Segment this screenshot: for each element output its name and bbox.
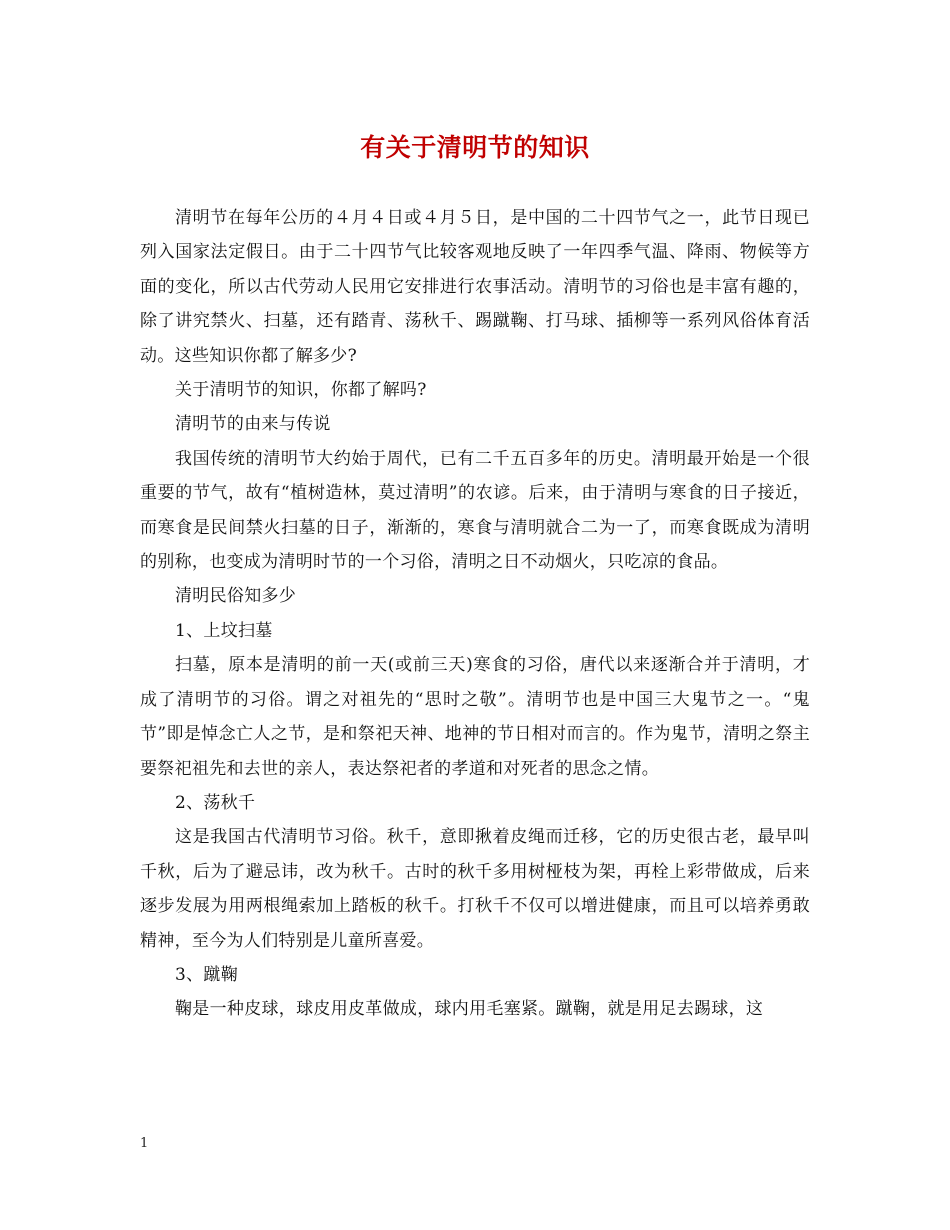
paragraph-intro: 清明节在每年公历的４月４日或４月５日，是中国的二十四节气之一，此节日现已列入国家法定假日。由于二十四节气比较客观地反映了一年四季气温、降雨、物候等方面的变化，所以古代劳动人民用它安排进行农事活动。清明节的习俗也是丰富有趣的，除了讲究禁火、扫墓，还有踏青、荡秋千、踢蹴鞠、打马球、插柳等一系列风俗体育活动。这些知识你都了解多少?: [140, 208, 810, 366]
paragraph-question: 关于清明节的知识，你都了解吗?: [175, 380, 427, 401]
paragraph-swing: 这是我国古代清明节习俗。秋千，意即揪着皮绳而迁移，它的历史很古老，最早叫千秋，后为了避忌讳，改为秋千。古时的秋千多用树桠枝为架，再栓上彩带做成，后来逐步发展为用两根绳索加上踏板的秋千。打秋千不仅可以增进健康，而且可以培养勇敢精神，至今为人们特别是儿童所喜爱。: [140, 827, 810, 951]
document-title: 有关于清明节的知识: [360, 133, 590, 162]
paragraph-cuju: 鞠是一种皮球，球皮用皮革做成，球内用毛塞紧。蹴鞠，就是用足去踢球，这: [175, 999, 764, 1020]
page-number: 1: [140, 1136, 149, 1151]
paragraph-origin: 我国传统的清明节大约始于周代，已有二千五百多年的历史。清明最开始是一个很重要的节气，故有“植树造林，莫过清明”的农谚。后来，由于清明与寒食的日子接近，而寒食是民间禁火扫墓的日子，渐渐的，寒食与清明就合二为一了，而寒食既成为清明的别称，也变成为清明时节的一个习俗，清明之日不动烟火，只吃凉的食品。: [140, 448, 810, 573]
subheading-cuju: 3、蹴鞠: [175, 964, 239, 985]
subheading-tomb-sweeping: 1、上坟扫墓: [175, 620, 273, 641]
subheading-swing: 2、荡秋千: [175, 792, 256, 813]
section-heading-origin: 清明节的由来与传说: [175, 414, 331, 435]
section-heading-customs: 清明民俗知多少: [175, 586, 297, 607]
paragraph-tomb-sweeping: 扫墓，原本是清明的前一天(或前三天)寒食的习俗，唐代以来逐渐合并于清明，才成了清明节的习俗。谓之对祖先的“思时之敬”。清明节也是中国三大鬼节之一。“鬼节”即是悼念亡人之节，是和祭祀天神、地神的节日相对而言的。作为鬼节，清明之祭主要祭祀祖先和去世的亲人，表达祭祀者的孝道和对死者的思念之情。: [140, 655, 810, 779]
document-body: [140, 201, 810, 1027]
